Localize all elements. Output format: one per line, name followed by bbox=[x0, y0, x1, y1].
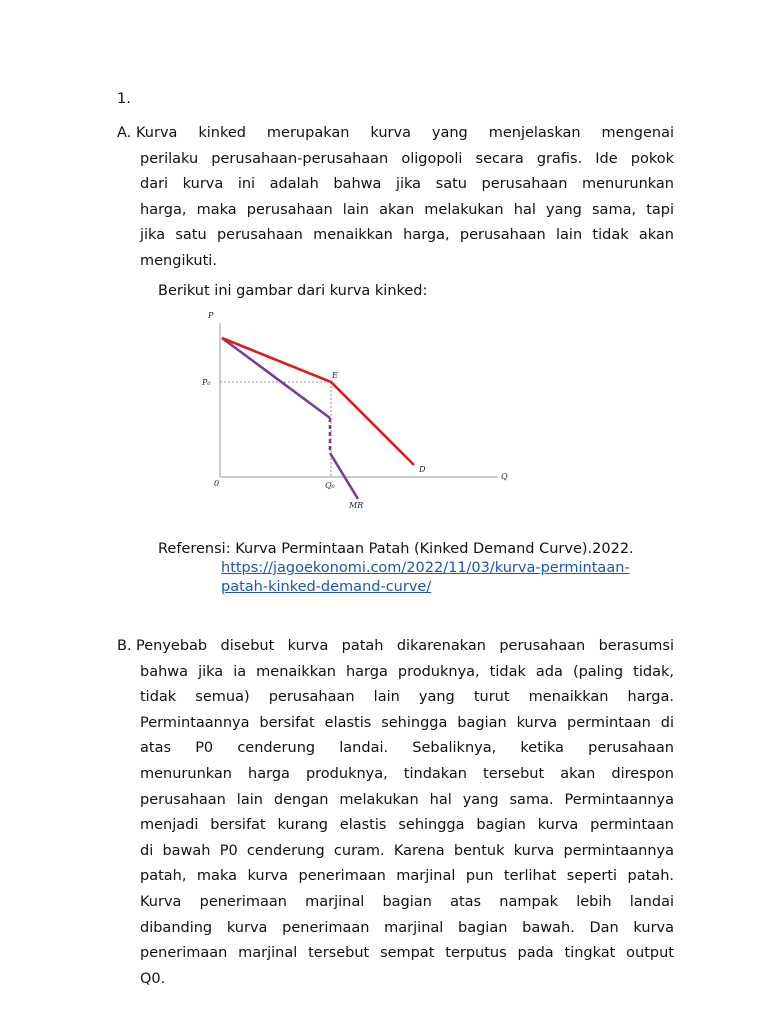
point-label-e: E bbox=[332, 371, 338, 380]
section-b-paragraph bbox=[136, 634, 674, 992]
section-a-line: mengikuti. bbox=[140, 252, 217, 269]
section-b-line: bahwa jika ia menaikkan harga produknya, tidak ada (paling tidak, bbox=[140, 663, 674, 680]
section-b-line: tidak semua) perusahaan lain yang turut menaikkan harga. bbox=[140, 689, 674, 706]
reference-link[interactable] bbox=[221, 559, 681, 597]
section-b-line: atas P0 cenderung landai. Sebaliknya, ketika perusahaan bbox=[140, 740, 674, 757]
section-b-line: dibanding kurva penerimaan marjinal bagian bawah. Dan kurva bbox=[140, 919, 674, 936]
axis-label-q0: Q₀ bbox=[325, 481, 335, 490]
section-a-line: Kurva kinked merupakan kurva yang menjelaskan mengenai bbox=[136, 125, 674, 141]
axis-label-p: P bbox=[208, 311, 214, 320]
kinked-demand-figure bbox=[160, 305, 535, 520]
reference-link-line1: https://jagoekonomi.com/2022/11/03/kurva-permintaan- bbox=[221, 560, 630, 576]
reference bbox=[158, 540, 634, 595]
section-b-line: Q0. bbox=[140, 970, 166, 987]
section-a-line: dari kurva ini adalah bahwa jika satu perusahaan menurunkan bbox=[140, 176, 674, 193]
axis-label-q: Q bbox=[501, 472, 508, 481]
section-a-line: harga, maka perusahaan lain akan melakukan hal yang sama, tapi bbox=[140, 201, 674, 218]
list-number: 1. bbox=[117, 91, 131, 107]
section-b-label: B. bbox=[117, 638, 132, 654]
section-a-paragraph bbox=[136, 121, 674, 275]
section-b-line: penerimaan marjinal tersebut sempat terputus pada tingkat output bbox=[140, 945, 674, 962]
section-b-line: Permintaannya bersifat elastis sehingga bagian kurva permintaan di bbox=[140, 714, 674, 731]
section-b-line: patah, maka kurva penerimaan marjinal pun terlihat seperti patah. bbox=[140, 868, 674, 885]
curve-label-mr: MR bbox=[349, 501, 364, 510]
section-b-line: Penyebab disebut kurva patah dikarenakan perusahaan berasumsi bbox=[136, 638, 674, 654]
section-b-line: menjadi bersifat kurang elastis sehingga bagian kurva permintaan bbox=[140, 817, 674, 834]
section-b-line: perusahaan lain dengan melakukan hal yang sama. Permintaannya bbox=[140, 791, 674, 808]
reference-text: Referensi: Kurva Permintaan Patah (Kinked Demand Curve).2022. bbox=[158, 541, 634, 557]
section-a-line: perilaku perusahaan-perusahaan oligopoli secara grafis. Ide pokok bbox=[140, 150, 674, 167]
section-a-label: A. bbox=[117, 125, 132, 141]
origin-label: 0 bbox=[214, 479, 220, 488]
curve-label-d: D bbox=[419, 465, 426, 474]
figure-intro: Berikut ini gambar dari kurva kinked: bbox=[158, 283, 428, 299]
section-a-line: jika satu perusahaan menaikkan harga, perusahaan lain tidak akan bbox=[140, 227, 674, 244]
axis-label-p0: P₀ bbox=[202, 378, 211, 387]
section-b-line: Kurva penerimaan marjinal bagian atas nampak lebih landai bbox=[140, 893, 674, 910]
section-b-line: di bawah P0 cenderung curam. Karena bentuk kurva permintaannya bbox=[140, 842, 674, 859]
reference-link-line2: patah-kinked-demand-curve/ bbox=[221, 579, 432, 595]
section-b-line: menurunkan harga produknya, tindakan tersebut akan direspon bbox=[140, 765, 674, 782]
